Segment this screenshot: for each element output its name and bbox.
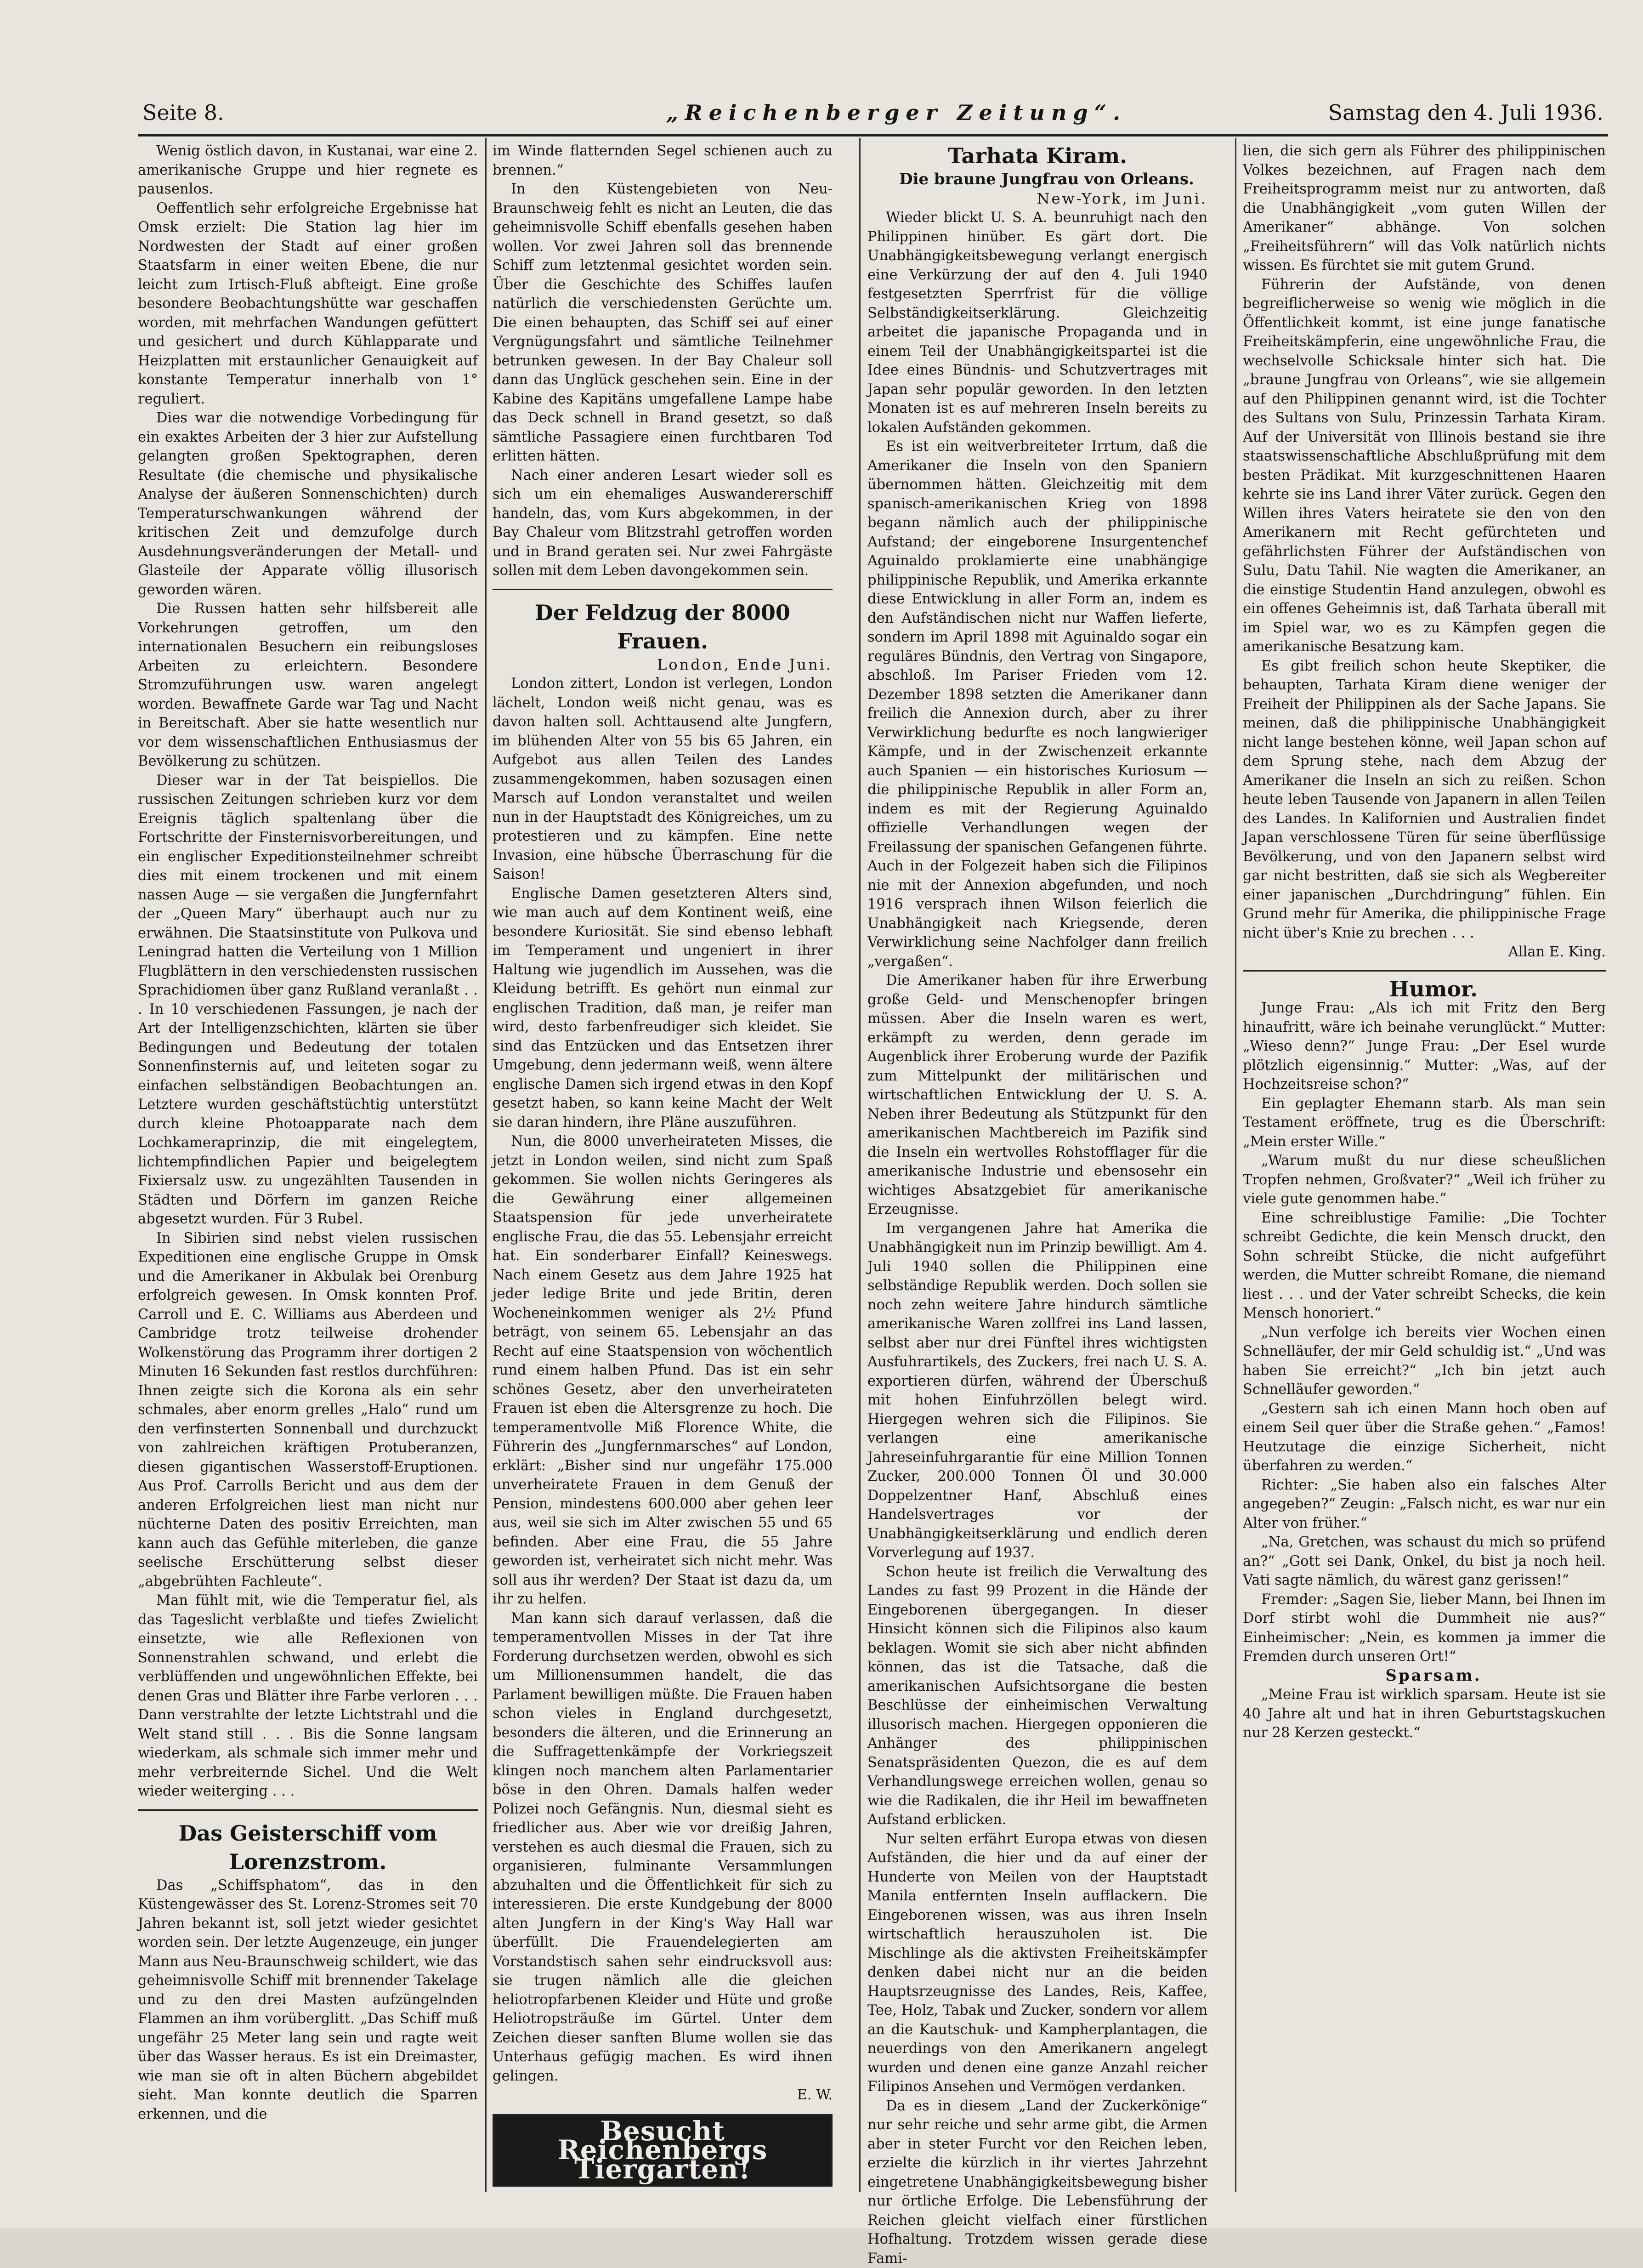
paragraph: Man fühlt mit, wie die Temperatur fiel, als das Tageslicht verblaßte und tiefes Zwielicht einsetzte, wie alle Reflexionen von Sonnenstrahlen schwand, und erlebt die verblüffenden und ungewöhnlichen Effekte, bei denen Gras und Blätter ihre Farbe verloren . . . Dann verstrahlte der letzte Lichtstrahl und die Welt stand still . . . Bis die Sonne langsam wiederkam, als schmale sich immer mehr und mehr verbreiternde Sichel. Und die Welt wieder weiterging . . . bbox=[138, 1591, 478, 1801]
paragraph: Nur selten erfährt Europa etwas von diesen Aufständen, die hier und da auf einer der Hunderte von Meilen von der Hauptstadt Manila entfernten Inseln aufflackern. Die Eingeborenen wissen, was aus ihren Inseln wirtschaftlich herauszuholen ist. Die Mischlinge als die aktivsten Freiheitskämpfer denken dabei nicht nur an die beiden Hauptsrzeugnisse des Landes, Reis, Kaffee, Tee, Holz, Tabak und Zucker, sondern vor allem an die Kautschuk- und Kampherplantagen, die neuerdings von den Amerikanern angelegt wurden und denen eine ganze Anzahl reicher Filipinos Ansehen und Vermögen verdanken. bbox=[867, 1830, 1207, 2097]
paragraph: Dieser war in der Tat beispiellos. Die russischen Zeitungen schrieben kurz vor dem Ereignis täglich spaltenlang über die Fortschritte der Finsternisvorbereitungen, und ein englischer Expeditionsteilnehmer schreibt dies mit einem trockenen und mit einem nassen Auge — sie vergaßen die Jungfernfahrt der „Queen Mary“ überhaupt auch nur zu erwähnen. Die Staatsinstitute von Pulkova und Leningrad hatten die Verteilung von 1 Million Flugblättern in den verschiedensten russischen Sprachidiomen über ganz Rußland veranlaßt . . . In 10 verschiedenen Fassungen, je nach der Art der Intelligenzschichten, klärten sie über Bedingungen und Bedeutung der totalen Sonnenfinsternis auf, und leiteten sogar zu einfachen selbständigen Beobachtungen an. Letztere wurden geschäftstüchtig unterstützt durch kleine Photoapparate nach dem Lochkameraprinzip, die mit eingelegtem, lichtempfindlichen Papier und beigelegtem Fixiersalz usw. zu ungezählten Tausenden in Städten und Dörfern im ganzen Reiche abgesetzt wurden. Für 3 Rubel. bbox=[138, 771, 478, 1229]
article-headline: Der Feldzug der 8000 Frauen. bbox=[493, 598, 833, 655]
joke: „Warum mußt du nur diese scheußlichen Tropfen nehmen, Großvater?“ „Weil ich früher zu viele gute genommen habe.“ bbox=[1243, 1151, 1606, 1209]
author-signature: E. W. bbox=[493, 2086, 833, 2105]
joke-title: Sparsam. bbox=[1243, 1666, 1606, 1686]
dateline: London, Ende Juni. bbox=[493, 655, 833, 675]
paragraph: Dies war die notwendige Vorbedingung für ein exaktes Arbeiten der 3 hier zur Aufstellung gelangten großen Spektographen, deren Resultate (die chemische und physikalische Analyse der äußeren Sonnenschichten) durch Temperaturschwankungen während der kritischen Zeit und demzufolge durch Ausdehnungsveränderungen der Metall- und Glasteile der Apparate völlig illusorisch geworden wären. bbox=[138, 409, 478, 599]
article-subheadline: Die braune Jungfrau von Orleans. bbox=[867, 170, 1207, 189]
paragraph: Da es in diesem „Land der Zuckerkönige“ nur sehr reiche und sehr arme gibt, die Armen aber in steter Furcht vor den Reichen leben, erzielte die kürzlich in ihr viertes Jahrzehnt eingetretene Unabhängigkeitsbewegung bisher nur örtliche Erfolge. Die Lebensführung der Reichen gleicht vielfach einer fürstlichen Hofhaltung. Trotzdem wissen gerade diese Fami- bbox=[867, 2097, 1207, 2268]
column-4 bbox=[1243, 142, 1606, 1743]
article-separator bbox=[493, 589, 833, 590]
paragraph: Nach einer anderen Lesart wieder soll es sich um ein ehemaliges Auswandererschiff handeln, das, vom Kurs abgekommen, in der Bay Chaleur vom Blitzstrahl getroffen worden und in Brand geraten sei. Nur zwei Fahrgäste sollen mit dem Leben davongekommen sein. bbox=[493, 466, 833, 580]
paragraph: Im vergangenen Jahre hat Amerika die Unabhängigkeit nun im Prinzip bewilligt. Am 4. Juli 1940 sollen die Philippinen eine selbständige Republik werden. Doch sollen sie noch zehn weitere Jahre hindurch sämtliche amerikanische Waren zollfrei ins Land lassen, selbst aber nur drei Fünftel ihres wichtigsten Ausfuhrartikels, des Zuckers, frei nach U. S. A. exportieren dürfen, während der Überschuß mit hohen Einfuhrzöllen belegt wird. Hiergegen wehren sich die Filipinos. Sie verlangen eine amerikanische Jahreseinfuhrgarantie für eine Million Tonnen Zucker, 200.000 Tonnen Öl und 30.000 Doppelzentner Hanf, Abschluß eines Handelsvertrages vor der Unabhängigkeitserklärung und endlich deren Vorverlegung auf 1937. bbox=[867, 1219, 1207, 1563]
article-separator bbox=[138, 1809, 478, 1811]
column-2 bbox=[493, 142, 833, 2187]
advertisement-box: Besucht Reichenbergs Tiergarten! bbox=[493, 2114, 833, 2187]
joke: Fremder: „Sagen Sie, lieber Mann, bei Ihnen im Dorf stirbt wohl die Dummheit nie aus?“ Einheimischer: „Nein, es kommen ja immer die Fremden durch unseren Ort!“ bbox=[1243, 1590, 1606, 1666]
paragraph: Die Russen hatten sehr hilfsbereit alle Vorkehrungen getroffen, um den internationalen Besuchern ein reibungsloses Arbeiten zu erleichtern. Besondere Stromzuführungen usw. waren angelegt worden. Bewaffnete Garde war Tag und Nacht in Bereitschaft. Aber sie hatte wesentlich nur vor dem wissenschaftlichen Enthusiasmus der Bevölkerung zu schützen. bbox=[138, 599, 478, 771]
paragraph: Oeffentlich sehr erfolgreiche Ergebnisse hat Omsk erzielt: Die Station lag hier im Nordwesten der Stadt auf einer großen Staatsfarm in einer weiten Ebene, die nur leicht zum Irtisch-Fluß abfteigt. Eine große besondere Beobachtungshütte war geschaffen worden, mit mehrfachen Wandungen gefüttert und gesichert und durch Kühlapparate und Heizplatten mit erstaunlicher Genauigkeit auf konstante Temperatur innerhalb von 1° reguliert. bbox=[138, 199, 478, 409]
paragraph: Wenig östlich davon, in Kustanai, war eine 2. amerikanische Gruppe und hier regnete es pausenlos. bbox=[138, 142, 478, 199]
page-number: Seite 8. bbox=[142, 100, 224, 125]
column-divider bbox=[1235, 138, 1236, 2192]
joke: „Gestern sah ich einen Mann hoch oben auf einem Seil quer über die Straße gehen.“ „Famos! Heutzutage die einzige Sicherheit, nicht überfahren zu werden.“ bbox=[1243, 1399, 1606, 1476]
newspaper-title: „Reichenberger Zeitung“. bbox=[666, 100, 1127, 125]
joke: Eine schreiblustige Familie: „Die Tochter schreibt Gedichte, die kein Mensch druckt, den Sohn schreibt Stücke, die nicht aufgeführt werden, die Mutter schreibt Romane, die niemand liest . . . und der Vater schreibt Schecks, die kein Mensch honoriert.“ bbox=[1243, 1209, 1606, 1323]
joke: Junge Frau: „Als ich mit Fritz den Berg hinaufritt, wäre ich beinahe verunglückt.“ Mutter: „Wieso denn?“ Junge Frau: „Der Esel wurde plötzlich eigensinnig.“ Mutter: „Was, auf der Hochzeitsreise schon?“ bbox=[1243, 999, 1606, 1094]
joke: „Meine Frau ist wirklich sparsam. Heute ist sie 40 Jahre alt und hat in ihren Geburtstagskuchen nur 28 Kerzen gesteckt.“ bbox=[1243, 1685, 1606, 1743]
dateline: New-York, im Juni. bbox=[867, 189, 1207, 209]
paragraph: London zittert, London ist verlegen, London lächelt, London weiß nicht genau, was es davon halten soll. Achttausend alte Jungfern, im blühenden Alter von 55 bis 65 Jahren, ein Aufgebot aus allen Teilen des Landes zusammengekommen, haben sozusagen einen Marsch auf London veranstaltet und weilen nun in der Hauptstadt des Königreiches, um zu protestieren und zu kämpfen. Eine nette Invasion, eine hübsche Überraschung für die Saison! bbox=[493, 674, 833, 884]
paragraph: In den Küstengebieten von Neu-Braunschweig fehlt es nicht an Leuten, die das geheimnisvolle Schiff ebenfalls gesehen haben wollen. Vor zwei Jahren soll das brennende Schiff zum letztenmal gesichtet worden sein. Über die Geschichte des Schiffes laufen natürlich die verschiedensten Gerüchte um. Die einen behaupten, das Schiff sei auf einer Vergnügungsfahrt und sämtliche Teilnehmer betrunken gewesen. In der Bay Chaleur soll dann das Unglück geschehen sein. Eine in der Kabine des Kapitäns umgefallene Lampe habe das Deck schnell in Brand gesetzt, so daß sämtliche Passagiere einen furchtbaren Tod erlitten hätten. bbox=[493, 180, 833, 466]
paragraph: Führerin der Aufstände, von denen begreiflicherweise so wenig wie möglich in die Öffentlichkeit kommt, ist eine junge fanatische Freiheitskämpferin, eine ungewöhnliche Frau, die wechselvolle Schicksale hinter sich hat. Die „braune Jungfrau von Orleans“, wie sie allgemein auf den Philippinen genannt wird, ist die Tochter des Sultans von Sulu, Prinzessin Tarhata Kiram. Auf der Universität von Illinois bestand sie ihre staatswissenschaftliche Abschlußprüfung mit dem besten Prädikat. Mit kurzgeschnittenen Haaren kehrte sie ins Land ihrer Väter zurück. Gegen den Willen ihres Vaters heiratete sie den von den Amerikanern mit Recht gefürchteten und gefährlichsten Führer der Aufständischen von Sulu, Datu Tahil. Nie wagten die Amerikaner, an die einstige Studentin Hand anzulegen, obwohl es ein offenes Geheimnis ist, daß Tarhata überall mit im Spiel war, wo es zu Kämpfen gegen die amerikanische Besatzung kam. bbox=[1243, 275, 1606, 657]
author-signature: Allan E. King. bbox=[1243, 943, 1606, 962]
paragraph: Das „Schiffsphatom“, das in den Küstengewässer des St. Lorenz-Stromes seit 70 Jahren bekannt ist, soll jetzt wieder gesichtet worden sein. Der letzte Augenzeuge, ein junger Mann aus Neu-Braunschweig schildert, wie das geheimnisvolle Schiff mit brennender Takelage und zu den drei Masten aufzüngelnden Flammen an ihm vorüberglitt. „Das Schiff muß ungefähr 25 Meter lang sein und ragte weit über das Wasser heraus. Es ist ein Dreimaster, wie man sie oft in alten Büchern abgebildet sieht. Man konnte deutlich die Sparren erkennen, und die bbox=[138, 1876, 478, 2124]
header-rule bbox=[138, 134, 1608, 136]
column-1 bbox=[138, 142, 478, 2124]
paragraph: im Winde flatternden Segel schienen auch zu brennen.“ bbox=[493, 142, 833, 180]
paragraph: lien, die sich gern als Führer des philippinischen Volkes bezeichnen, auf Fragen nach dem Freiheitsprogramm meist nur zu antworten, daß die Unabhängigkeit „vom guten Willen der Amerikaner“ abhänge. Von solchen „Freiheitsführern“ will das Volk natürlich nichts wissen. Es fürchtet sie mit gutem Grund. bbox=[1243, 142, 1606, 275]
article-separator bbox=[1243, 970, 1606, 972]
issue-date: Samstag den 4. Juli 1936. bbox=[1328, 100, 1603, 125]
paragraph: Die Amerikaner haben für ihre Erwerbung große Geld- und Menschenopfer bringen müssen. Aber die Inseln waren es wert, erkämpft zu werden, denn gerade im Augenblick ihrer Eroberung wurde der Pazifik zum Mittelpunkt der militärischen und wirtschaftlichen Entwicklung der U. S. A. Neben ihrer Bedeutung als Stützpunkt für den amerikanischen Machtbereich im Pazifik sind die Inseln ein wertvolles Rohstofflager für die amerikanische Industrie und ebensosehr ein wichtiges Absatzgebiet für amerikanische Erzeugnisse. bbox=[867, 971, 1207, 1219]
joke: „Na, Gretchen, was schaust du mich so prüfend an?“ „Gott sei Dank, Onkel, du bist ja noch heil. Vati sagte nämlich, du wärest ganz gerissen!“ bbox=[1243, 1533, 1606, 1590]
paragraph: Wieder blickt U. S. A. beunruhigt nach den Philippinen hinüber. Es gärt dort. Die Unabhängigkeitsbewegung verlangt energisch eine Verkürzung der auf den 4. Juli 1940 festgesetzten Sperrfrist für die völlige Selbständigkeitserklärung. Gleichzeitig arbeitet die japanische Propaganda und in einem Teil der Unabhängigkeitspartei ist die Idee eines Bündnis- und Schutzvertrages mit Japan sehr populär geworden. In den letzten Monaten ist es auf mehreren Inseln bereits zu lokalen Aufständen gekommen. bbox=[867, 208, 1207, 437]
joke: Richter: „Sie haben also ein falsches Alter angegeben?“ Zeugin: „Falsch nicht, es war nur ein Alter von früher.“ bbox=[1243, 1476, 1606, 1533]
joke: Ein geplagter Ehemann starb. Als man sein Testament eröffnete, trug es die Überschrift: „Mein erster Wille.“ bbox=[1243, 1094, 1606, 1152]
column-3 bbox=[867, 142, 1207, 2268]
paragraph: Englische Damen gesetzteren Alters sind, wie man auch auf dem Kontinent weiß, eine besondere Kuriosität. Sie sind ebenso lebhaft im Temperament und ungeniert in ihrer Haltung wie jugendlich im Aussehen, was die Kleidung betrifft. Es gehört nun einmal zur englischen Tradition, daß man, je reifer man wird, desto farbenfreudiger sich kleidet. Sie sind das Entzücken und das Entsetzen ihrer Umgebung, denn jedermann weiß, wenn ältere englische Damen sich irgend etwas in den Kopf gesetzt haben, so kann keine Macht der Welt sie daran hindern, ihre Pläne auszuführen. bbox=[493, 884, 833, 1132]
column-divider bbox=[485, 138, 487, 2192]
section-headline: Humor. bbox=[1243, 980, 1606, 999]
paragraph: In Sibirien sind nebst vielen russischen Expeditionen eine englische Gruppe in Omsk und die Amerikaner in Akbulak bei Orenburg erfolgreich gewesen. In Omsk konnten Prof. Carroll und E. C. Williams aus Aberdeen und Cambridge trotz teilweise drohender Wolkenstörung das Programm ihrer dortigen 2 Minuten 16 Sekunden fast restlos durchführen: Ihnen zeigte sich die Korona als ein sehr schmales, aber enorm grelles „Halo“ rund um den verfinsterten Sonnenball und durchzuckt von zahlreichen kräftigen Protuberanzen, diesen gigantischen Wasserstoff-Eruptionen. Aus Prof. Carrolls Bericht und aus dem der anderen Erfolgreichen liest man nicht nur nüchterne Daten des positiv Erreichten, man kann auch das Gefühle miterleben, die ganze seelische Erschütterung selbst dieser „abgebrühten Fachleute“. bbox=[138, 1229, 478, 1592]
column-divider bbox=[859, 138, 861, 2192]
joke: „Nun verfolge ich bereits vier Wochen einen Schnelläufer, der mir Geld schuldig ist.“ „Und was haben Sie erreicht?“ „Ich bin jetzt auch Schnelläufer geworden.“ bbox=[1243, 1323, 1606, 1399]
page-header bbox=[142, 100, 1613, 132]
paragraph: Es gibt freilich schon heute Skeptiker, die behaupten, Tarhata Kiram diene weniger der Freiheit der Philippinen als der Sache Japans. Sie meinen, daß die philippinische Unabhängigkeit nicht lange bestehen könne, weil Japan schon auf dem Sprung stehe, nach dem Abzug der Amerikaner die Inseln an sich zu reißen. Schon heute leben Tausende von Japanern in allen Teilen des Landes. In Kalifornien und Australien findet Japan verschlossene Türen für seine überflüssige Bevölkerung, und von den Japanern selbst wird gar nicht bestritten, daß sie sich als Wegbereiter einer japanischen „Durchdringung“ fühlen. Ein Grund mehr für Amerika, die philippinische Frage nicht über's Knie zu brechen . . . bbox=[1243, 657, 1606, 943]
paragraph: Nun, die 8000 unverheirateten Misses, die jetzt in London weilen, sind nicht zum Spaß gekommen. Sie wollen nichts Geringeres als die Gewährung einer allgemeinen Staatspension für jede unverheiratete englische Frau, die das 55. Lebensjahr erreicht hat. Ein sonderbarer Einfall? Keineswegs. Nach einem Gesetz aus dem Jahre 1925 hat jeder ledige Brite und jede Britin, deren Wocheneinkommen weniger als 2½ Pfund beträgt, von seinem 65. Lebensjahr an das Recht auf eine Staatspension von wöchentlich rund einem halben Pfund. Das ist ein sehr schönes Gesetz, aber den unverheirateten Frauen ist eben die Altersgrenze zu hoch. Die temperamentvolle Miß Florence White, die Führerin des „Jungfernmarsches“ auf London, erklärt: „Bisher sind nur ungefähr 175.000 unverheiratete Frauen in dem Genuß der Pension, mindestens 600.000 aber gehen leer aus, weil sie sich im Alter zwischen 55 und 65 befinden. Aber eine Frau, die 55 Jahre geworden ist, verheiratet sich nicht mehr. Was soll aus ihr werden? Der Staat ist dazu da, um ihr zu helfen. bbox=[493, 1132, 833, 1609]
paragraph: Schon heute ist freilich die Verwaltung des Landes zu fast 99 Prozent in die Hände der Eingeborenen übergegangen. In dieser Hinsicht können sich die Filipinos also kaum beklagen. Womit sie sich aber nicht abfinden können, das ist die Tatsache, daß die amerikanischen Aufsichtsorgane die besten Beschlüsse der einheimischen Verwaltung illusorisch machen. Hiergegen opponieren die Anhänger des philippinischen Senatspräsidenten Quezon, die es auf dem Verhandlungswege erreichen wollen, genau so wie die Radikalen, die ihr Heil im bewaffneten Aufstand erblicken. bbox=[867, 1563, 1207, 1830]
article-headline: Das Geisterschiff vom Lorenzstrom. bbox=[138, 1819, 478, 1876]
paragraph: Man kann sich darauf verlassen, daß die temperamentvollen Misses in der Tat ihre Forderung durchsetzen werden, obwohl es sich um Millionensummen handelt, die das Parlament bewilligen müßte. Die Frauen haben schon vieles in England durchgesetzt, besonders die älteren, und die Erinnerung an die Suffragettenkämpfe der Vorkriegszeit klingen noch manchem alten Parlamentarier böse in den Ohren. Damals halfen weder Polizei noch Gefängnis. Nun, diesmal sieht es friedlicher aus. Aber wie vor dreißig Jahren, verstehen es auch diesmal die Frauen, sich zu organisieren, fulminante Versammlungen abzuhalten und die Öffentlichkeit für sich zu interessieren. Die erste Kundgebung der 8000 alten Jungfern in der King's Way Hall war überfüllt. Die Frauendelegierten am Vorstandstisch sahen sehr eindrucksvoll aus: sie trugen nämlich alle die gleichen heliotropfarbenen Kleider und Hüte und große Heliotropsträuße im Gürtel. Unter dem Zeichen dieser sanften Blume wollen sie das Unterhaus gefügig machen. Es wird ihnen gelingen. bbox=[493, 1609, 833, 2086]
paragraph: Es ist ein weitverbreiteter Irrtum, daß die Amerikaner die Inseln von den Spaniern übernommen hätten. Gleichzeitig mit dem spanisch-amerikanischen Krieg von 1898 begann nämlich auch der philippinische Aufstand; der eingeborene Insurgentenchef Aguinaldo proklamierte eine unabhängige philippinische Republik, und Amerika erkannte diese Entwicklung in aller Form an, indem es den Aufständischen nicht nur Waffen lieferte, sondern im April 1898 mit Aguinaldo sogar ein reguläres Bündnis, den Vertrag von Singapore, abschloß. Im Pariser Frieden vom 12. Dezember 1898 setzten die Amerikaner dann freilich die Annexion durch, aber zu ihrer Verwirklichung bedurfte es noch langwieriger Kämpfe, und in der Zwischenzeit erkannte auch Spanien — ein historisches Kuriosum — die philippinische Republik in aller Form an, indem es mit der Regierung Aguinaldo offizielle Verhandlungen wegen der Freilassung der spanischen Gefangenen führte. Auch in der Folgezeit haben sich die Filipinos nie mit der Annexion abgefunden, und noch 1916 versprach ihnen Wilson feierlich die Unabhängigkeit nach Kriegsende, deren Verwirklichung seine Nachfolger dann freilich „vergaßen“. bbox=[867, 437, 1207, 971]
article-headline: Tarhata Kiram. bbox=[867, 142, 1207, 170]
